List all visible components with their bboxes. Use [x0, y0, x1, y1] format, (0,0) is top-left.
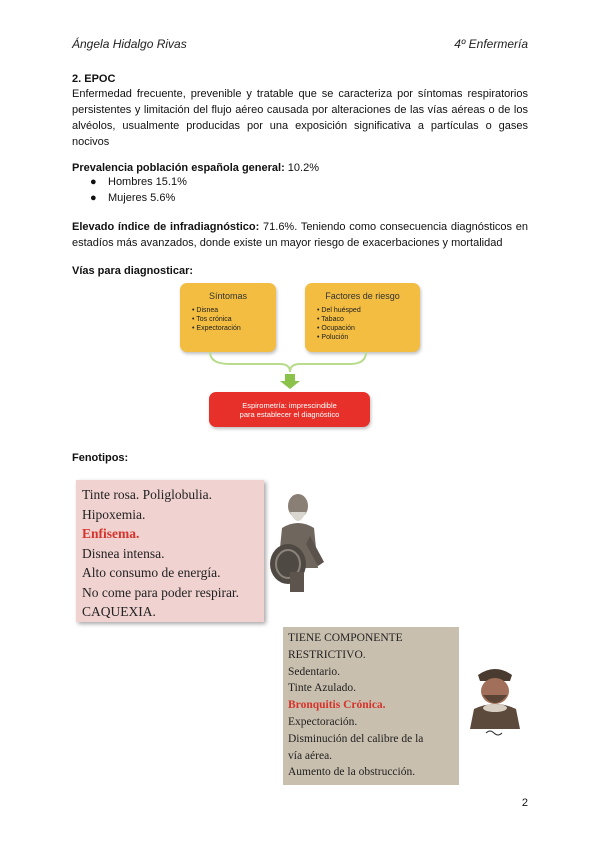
- page-number: 2: [521, 797, 528, 809]
- diagnosis-heading: Vías para diagnosticar:: [72, 265, 194, 277]
- risk-factors-box: [305, 283, 420, 352]
- risk-item: • Del huésped: [317, 306, 420, 315]
- arrow-stem: [285, 374, 295, 381]
- stout-figure-illustration: [466, 663, 524, 737]
- phenotype-line: RESTRICTIVO.: [288, 648, 366, 661]
- emphysema-phenotype-box: [76, 480, 264, 622]
- phenotype-line: Hipoxemia.: [82, 506, 146, 522]
- phenotype-line: Tinte rosa. Poliglobulia.: [82, 487, 213, 502]
- phenotype-line: TIENE COMPONENTE: [288, 632, 403, 644]
- symptom-item: • Disnea: [192, 306, 276, 315]
- risk-factors-title: Factores de riesgo: [325, 291, 400, 301]
- symptom-item: • Expectoración: [192, 324, 276, 333]
- prevalence-value: 10.2%: [284, 162, 319, 174]
- figure-legs: [290, 572, 304, 592]
- symptoms-title: Síntomas: [208, 291, 248, 301]
- prevalence-item-men: ● Hombres 15.1%: [90, 176, 187, 188]
- thin-figure-illustration: [262, 488, 328, 596]
- spirometry-line-2: para establecer el diagnóstico: [239, 409, 340, 419]
- underdiagnosis-label: Elevado índice de infradiagnóstico:: [72, 221, 260, 233]
- phenotype-line: Disnea intensa.: [82, 545, 165, 561]
- figure-collar: [483, 704, 507, 712]
- header-course: 4º Enfermería: [454, 37, 528, 51]
- figure-beard: [290, 512, 306, 521]
- prevalence-item-women: ● Mujeres 5.6%: [90, 192, 176, 204]
- prevalence-item-text: Hombres 15.1%: [108, 176, 187, 188]
- phenotype-line: Disminución del calibre de la: [288, 732, 424, 745]
- diagram-connector: [170, 350, 430, 392]
- arrow-head: [280, 381, 300, 389]
- spirometry-box: [209, 392, 370, 427]
- phenotype-highlight: Enfisema.: [82, 526, 140, 541]
- definition-paragraph: Enfermedad frecuente, prevenible y tratable que se caracteriza por síntomas respiratorios persistentes y limitación del flujo aéreo causada por alteraciones de las vías aéreas o de los alvéolos, usualmente producidas por una exposición significativa a partículas o gases nocivos: [72, 88, 528, 148]
- phenotype-line: Tinte Azulado.: [288, 682, 356, 695]
- phenotype-line: vía aérea.: [288, 749, 333, 762]
- risk-item: • Ocupación: [317, 324, 420, 333]
- underdiagnosis-text: 71.6%. Teniendo como consecuencia diagnósticos en estadíos más avanzados, donde existe un mayor riesgo de exacerbaciones y mortalidad: [72, 221, 529, 249]
- brace-line: [210, 352, 366, 372]
- prevalence-item-text: Mujeres 5.6%: [108, 192, 176, 204]
- bronchitis-phenotype-box: [283, 627, 459, 785]
- phenotype-line: CAQUEXIA.: [82, 604, 156, 619]
- spirometry-line-1: Espirometría: imprescindible: [242, 400, 337, 410]
- phenotype-line: Sedentario.: [288, 665, 341, 678]
- risk-item: • Tabaco: [317, 315, 420, 324]
- phenotype-line: Alto consumo de energía.: [82, 565, 221, 580]
- phenotype-line: Expectoración.: [288, 715, 358, 728]
- underdiagnosis-paragraph: [72, 219, 528, 251]
- phenotype-line: No come para poder respirar.: [82, 584, 240, 600]
- figure-beard: [483, 695, 507, 703]
- prevalence-label: Prevalencia población española general:: [72, 162, 285, 174]
- symptoms-box: [180, 283, 276, 352]
- symptom-item: • Tos crónica: [192, 315, 276, 324]
- header-author: Ángela Hidalgo Rivas: [72, 37, 187, 51]
- section-title: 2. EPOC: [72, 73, 116, 85]
- figure-signature: [486, 731, 502, 735]
- risk-item: • Polución: [317, 333, 420, 342]
- prevalence-line: [72, 160, 528, 176]
- phenotype-highlight: Bronquitis Crónica.: [288, 699, 386, 712]
- phenotype-line: Aumento de la obstrucción.: [288, 766, 416, 779]
- phenotypes-heading: Fenotipos:: [72, 452, 129, 464]
